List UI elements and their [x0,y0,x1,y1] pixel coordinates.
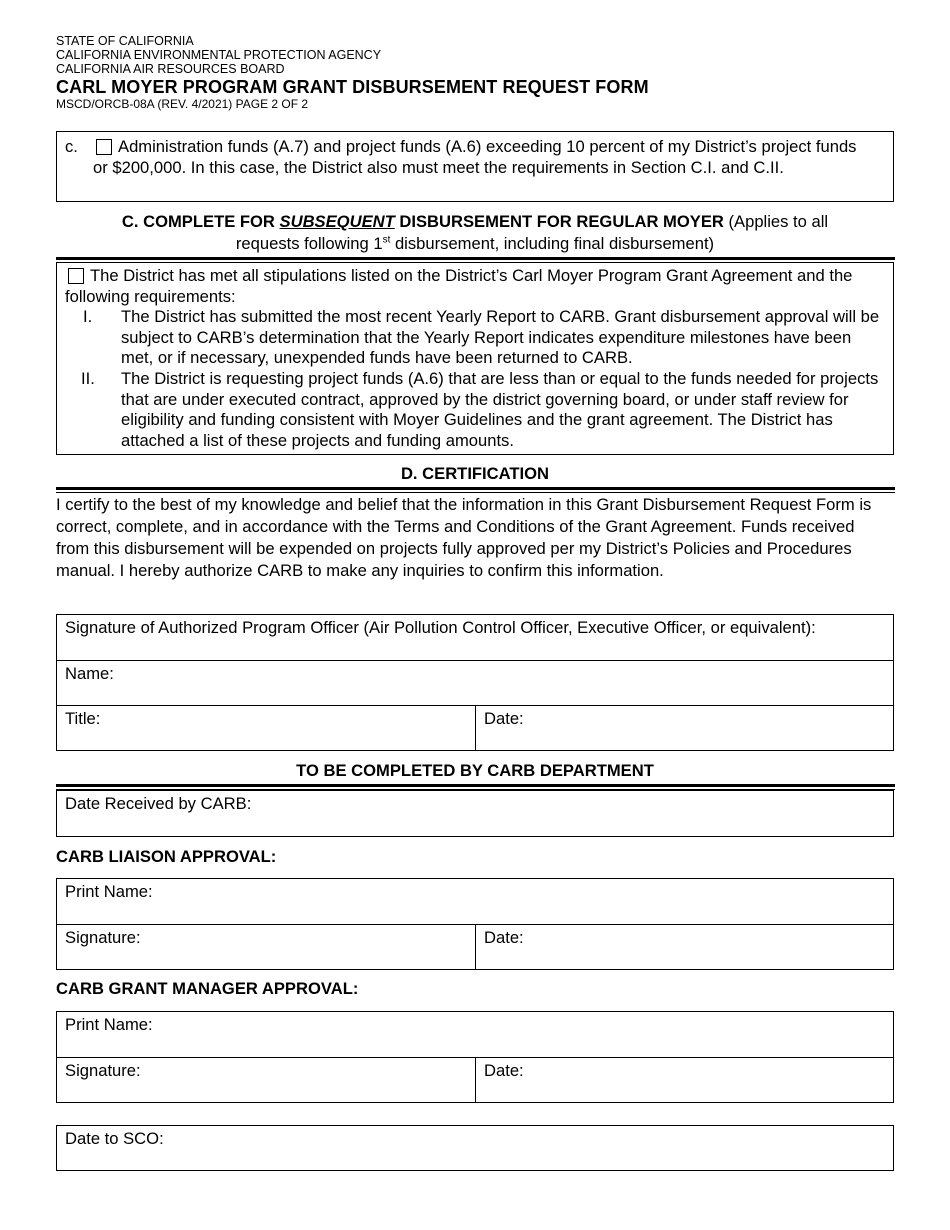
date-to-sco-label: Date to SCO: [65,1129,164,1148]
signature-field[interactable] [56,614,894,661]
requirement-text-1: The District has submitted the most recent Yearly Report to CARB. Grant disbursement approval will be subject to CARB’s determination that the Yearly Report indicates expenditure milestones have been met, or if necessary, unexpended funds have been returned to CARB. [121,307,880,367]
name-field[interactable] [56,660,894,706]
liaison-heading: CARB LIAISON APPROVAL: [56,847,277,866]
date-received-field[interactable] [56,790,894,837]
liaison-print-name-field[interactable] [56,878,894,925]
title-label: Title: [65,709,101,728]
manager-signature-label: Signature: [65,1061,141,1080]
requirement-num-2: II. [81,369,95,388]
option-c-letter: c. [65,137,78,156]
liaison-date-field[interactable] [475,924,894,970]
manager-date-label: Date: [484,1061,524,1080]
liaison-date-label: Date: [484,928,524,947]
liaison-print-name-label: Print Name: [65,882,153,901]
manager-print-name-field[interactable] [56,1011,894,1058]
liaison-signature-field[interactable] [56,924,476,970]
section-c-sup: st [382,234,391,246]
section-d-heading: D. CERTIFICATION [400,464,550,483]
section-c-heading [56,211,894,233]
section-c-box [56,262,894,455]
manager-heading: CARB GRANT MANAGER APPROVAL: [56,979,359,998]
section-c-intro: The District has met all stipulations listed on the District’s Carl Moyer Program Grant Agreement and the following requirements: [65,266,853,306]
manager-signature-field[interactable] [56,1057,476,1103]
date-label: Date: [484,709,524,728]
date-to-sco-field[interactable] [56,1125,894,1171]
requirement-item-1 [65,307,887,369]
requirement-num-1: I. [83,307,93,326]
date-received-label: Date Received by CARB: [65,794,252,813]
section-c-emph: SUBSEQUENT [279,212,395,231]
section-c-bold-suffix: DISBURSEMENT FOR REGULAR MOYER [394,212,724,231]
date-field[interactable] [475,705,894,751]
form-title: CARL MOYER PROGRAM GRANT DISBURSEMENT REQUEST FORM [56,77,649,97]
agency-calepa: CALIFORNIA ENVIRONMENTAL PROTECTION AGENCY [56,48,382,62]
name-label: Name: [65,664,114,683]
section-c-rule [56,257,895,260]
form-id: MSCD/ORCB-08A (REV. 4/2021) PAGE 2 OF 2 [56,97,309,111]
section-c-sub-b: disbursement, including final disbursement) [390,234,715,253]
carb-rule [56,784,895,787]
section-d-rule-thin [56,492,895,493]
section-c-prefix: C. COMPLETE FOR [121,212,280,231]
option-c-text: Administration funds (A.7) and project funds (A.6) exceeding 10 percent of my District’s project funds or $200,000. In this case, the District also must meet the requirements in Section C.I. and C.II. [93,137,857,177]
requirement-item-2 [65,369,887,451]
section-c-sub-a: requests following 1 [235,234,383,253]
agency-carb: CALIFORNIA AIR RESOURCES BOARD [56,62,285,76]
title-field[interactable] [56,705,476,751]
manager-date-field[interactable] [475,1057,894,1103]
section-c-normal-suffix: (Applies to all [723,212,829,231]
agency-state: STATE OF CALIFORNIA [56,34,194,48]
section-d-rule [56,487,895,490]
requirement-text-2: The District is requesting project funds (A.6) that are less than or equal to the funds needed for projects that are under executed contract, approved by the district governing board, or under staff review for eligibility and funding consistent with Moyer Guidelines and the grant agreement. The District has attached a list of these projects and funding amounts. [121,369,879,450]
manager-print-name-label: Print Name: [65,1015,153,1034]
section-c-subheading [56,233,894,255]
carb-heading: TO BE COMPLETED BY CARB DEPARTMENT [296,761,654,780]
option-c-box [56,131,894,202]
certification-text: I certify to the best of my knowledge and belief that the information in this Grant Disbursement Request Form is correct, complete, and in accordance with the Terms and Conditions of the Grant Agreement. Funds received from this disbursement will be expended on projects fully approved per my District’s Policies and Procedures manual. I hereby authorize CARB to make any inquiries to confirm this information. [56,495,872,580]
liaison-signature-label: Signature: [65,928,141,947]
signature-label: Signature of Authorized Program Officer (Air Pollution Control Officer, Executive Officer, or equivalent): [65,618,816,637]
